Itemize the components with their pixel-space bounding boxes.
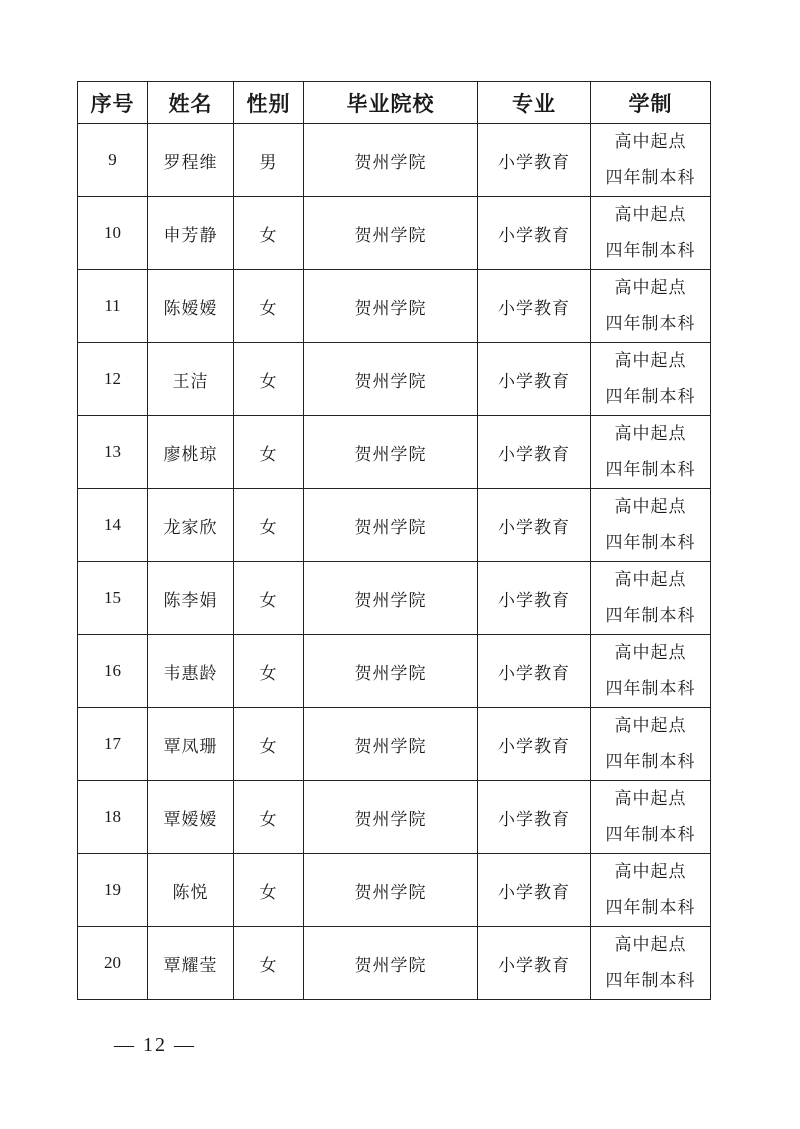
cell-major: 小学教育	[478, 562, 591, 635]
cell-seq: 16	[78, 635, 148, 708]
cell-school: 贺州学院	[304, 635, 478, 708]
cell-school: 贺州学院	[304, 416, 478, 489]
system-line: 四年制本科	[605, 168, 696, 188]
cell-major: 小学教育	[478, 343, 591, 416]
cell-major: 小学教育	[478, 416, 591, 489]
system-line: 高中起点	[614, 278, 687, 298]
header-major: 专业	[478, 82, 591, 124]
system-line: 四年制本科	[605, 387, 696, 407]
system-line: 高中起点	[614, 132, 687, 152]
cell-seq: 9	[78, 124, 148, 197]
cell-gender: 女	[234, 270, 304, 343]
cell-system	[591, 927, 711, 1000]
cell-name: 罗程维	[148, 124, 234, 197]
system-line: 四年制本科	[605, 679, 696, 699]
cell-name: 王洁	[148, 343, 234, 416]
cell-school: 贺州学院	[304, 197, 478, 270]
cell-school: 贺州学院	[304, 270, 478, 343]
cell-school: 贺州学院	[304, 562, 478, 635]
system-line: 四年制本科	[605, 314, 696, 334]
cell-major: 小学教育	[478, 781, 591, 854]
cell-gender: 女	[234, 197, 304, 270]
page-number: — 12 —	[114, 1034, 196, 1056]
header-seq: 序号	[78, 82, 148, 124]
cell-seq: 15	[78, 562, 148, 635]
cell-seq: 20	[78, 927, 148, 1000]
cell-major: 小学教育	[478, 489, 591, 562]
cell-seq: 10	[78, 197, 148, 270]
cell-major: 小学教育	[478, 635, 591, 708]
cell-system	[591, 197, 711, 270]
cell-name: 覃凤珊	[148, 708, 234, 781]
system-line: 四年制本科	[605, 241, 696, 261]
system-line: 四年制本科	[605, 971, 696, 991]
cell-seq: 13	[78, 416, 148, 489]
cell-major: 小学教育	[478, 197, 591, 270]
cell-school: 贺州学院	[304, 343, 478, 416]
cell-gender: 女	[234, 708, 304, 781]
cell-seq: 18	[78, 781, 148, 854]
cell-system	[591, 854, 711, 927]
system-line: 四年制本科	[605, 460, 696, 480]
cell-school: 贺州学院	[304, 781, 478, 854]
header-school: 毕业院校	[304, 82, 478, 124]
system-line: 四年制本科	[605, 606, 696, 626]
system-line: 四年制本科	[605, 533, 696, 553]
cell-system	[591, 343, 711, 416]
cell-major: 小学教育	[478, 854, 591, 927]
cell-seq: 14	[78, 489, 148, 562]
system-line: 四年制本科	[605, 752, 696, 772]
header-gender: 性别	[234, 82, 304, 124]
system-line: 高中起点	[614, 789, 687, 809]
cell-name: 廖桃琼	[148, 416, 234, 489]
table-row	[78, 562, 711, 635]
cell-seq: 11	[78, 270, 148, 343]
cell-seq: 12	[78, 343, 148, 416]
cell-gender: 女	[234, 489, 304, 562]
table-row	[78, 489, 711, 562]
system-line: 高中起点	[614, 716, 687, 736]
cell-name: 陈嫒嫒	[148, 270, 234, 343]
cell-system	[591, 270, 711, 343]
cell-system	[591, 781, 711, 854]
cell-name: 覃嫒嫒	[148, 781, 234, 854]
table-row	[78, 854, 711, 927]
header-system: 学制	[591, 82, 711, 124]
cell-seq: 19	[78, 854, 148, 927]
system-line: 高中起点	[614, 935, 687, 955]
cell-school: 贺州学院	[304, 854, 478, 927]
cell-gender: 女	[234, 927, 304, 1000]
system-line: 高中起点	[614, 862, 687, 882]
table-row	[78, 343, 711, 416]
system-line: 四年制本科	[605, 898, 696, 918]
cell-major: 小学教育	[478, 270, 591, 343]
graduate-roster-table	[77, 81, 711, 1000]
cell-gender: 女	[234, 343, 304, 416]
cell-major: 小学教育	[478, 124, 591, 197]
table-row	[78, 124, 711, 197]
system-line: 高中起点	[614, 424, 687, 444]
cell-school: 贺州学院	[304, 489, 478, 562]
table-row	[78, 270, 711, 343]
cell-gender: 女	[234, 635, 304, 708]
cell-gender: 女	[234, 562, 304, 635]
header-name: 姓名	[148, 82, 234, 124]
cell-school: 贺州学院	[304, 124, 478, 197]
table-body	[78, 124, 711, 1000]
table-row	[78, 635, 711, 708]
table-row	[78, 416, 711, 489]
cell-name: 申芳静	[148, 197, 234, 270]
system-line: 高中起点	[614, 497, 687, 517]
table-header-row	[78, 82, 711, 124]
cell-gender: 女	[234, 416, 304, 489]
table-row	[78, 927, 711, 1000]
cell-gender: 男	[234, 124, 304, 197]
table-row	[78, 781, 711, 854]
cell-system	[591, 416, 711, 489]
cell-system	[591, 562, 711, 635]
system-line: 高中起点	[614, 351, 687, 371]
system-line: 四年制本科	[605, 825, 696, 845]
cell-gender: 女	[234, 854, 304, 927]
table-row	[78, 708, 711, 781]
cell-name: 覃耀莹	[148, 927, 234, 1000]
cell-gender: 女	[234, 781, 304, 854]
cell-name: 陈李娟	[148, 562, 234, 635]
cell-school: 贺州学院	[304, 927, 478, 1000]
cell-seq: 17	[78, 708, 148, 781]
cell-system	[591, 489, 711, 562]
cell-system	[591, 708, 711, 781]
cell-system	[591, 635, 711, 708]
system-line: 高中起点	[614, 643, 687, 663]
system-line: 高中起点	[614, 570, 687, 590]
cell-major: 小学教育	[478, 708, 591, 781]
cell-school: 贺州学院	[304, 708, 478, 781]
system-line: 高中起点	[614, 205, 687, 225]
cell-major: 小学教育	[478, 927, 591, 1000]
cell-system	[591, 124, 711, 197]
cell-name: 龙家欣	[148, 489, 234, 562]
table-row	[78, 197, 711, 270]
cell-name: 韦惠龄	[148, 635, 234, 708]
cell-name: 陈悦	[148, 854, 234, 927]
